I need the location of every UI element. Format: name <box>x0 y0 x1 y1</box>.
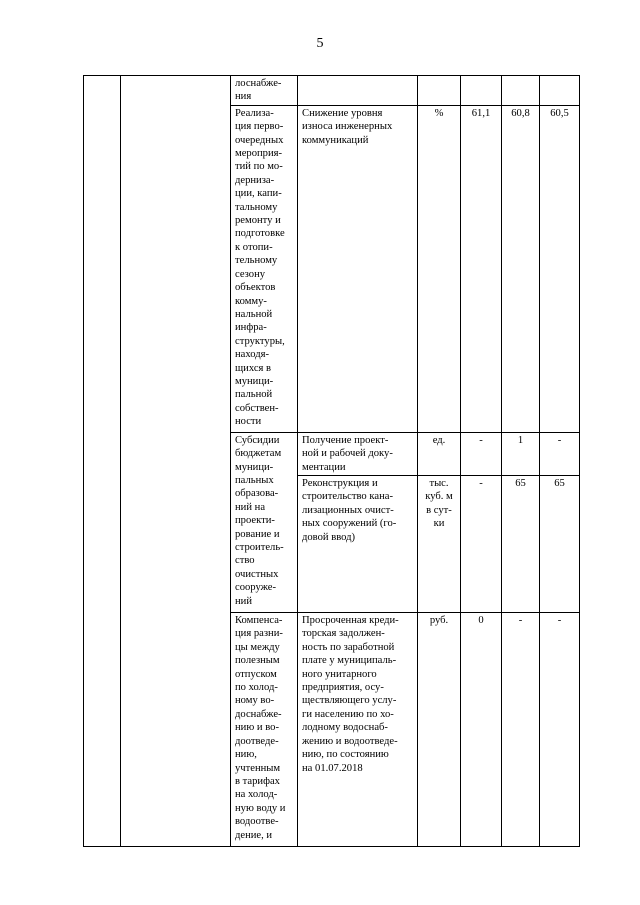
value-cell: - <box>461 476 502 613</box>
indicators-table <box>83 75 580 847</box>
activity-cell: Реализа- ция перво- очередных мероприя- тий по мо- дерниза- ции, капи- тальному ремонту и подготовке к отопи- тельному сезону объектов комму- нальной инфра- структуры, находя- щихся в муници- пальной собствен- ности <box>231 105 298 432</box>
indicator-cell: Реконструкция и строительство кана- лизационных очист- ных сооружений (го- довой ввод) <box>298 476 418 613</box>
indicator-cell: Получение проект- ной и рабочей доку- ментации <box>298 432 418 475</box>
value-cell: 65 <box>540 476 580 613</box>
value-cell <box>502 76 540 106</box>
value-cell: - <box>540 432 580 475</box>
activity-cell: Компенса- ция разни- цы между полезным отпуском по холод- ному во- доснабже- нию и во- доотведе- нию, учтенным в тарифах на холод- ную воду и водоотве- дение, и <box>231 613 298 847</box>
program-cell <box>121 76 231 847</box>
indicator-cell: Просроченная креди- торская задолжен- ность по заработной плате у муниципаль- ного унитарного предприятия, осу- ществляющего услу- ги населению по хо- лодному водоснаб- жению и водоотведе- нию, по состоянию на 01.07.2018 <box>298 613 418 847</box>
value-cell: 1 <box>502 432 540 475</box>
value-cell: 65 <box>502 476 540 613</box>
value-cell: - <box>502 613 540 847</box>
indicator-cell <box>298 76 418 106</box>
value-cell <box>540 76 580 106</box>
value-cell: 60,8 <box>502 105 540 432</box>
value-cell: 61,1 <box>461 105 502 432</box>
unit-cell <box>418 76 461 106</box>
value-cell: - <box>540 613 580 847</box>
unit-cell: тыс. куб. м в сут- ки <box>418 476 461 613</box>
value-cell <box>461 76 502 106</box>
unit-cell: руб. <box>418 613 461 847</box>
page-number: 5 <box>316 36 324 51</box>
value-cell: 0 <box>461 613 502 847</box>
unit-cell: % <box>418 105 461 432</box>
activity-cell: лоснабже- ния <box>231 76 298 106</box>
number-cell <box>84 76 121 847</box>
value-cell: 60,5 <box>540 105 580 432</box>
activity-cell: Субсидии бюджетам муници- пальных образова- ний на проекти- рование и строитель- ство очистных сооруже- ний <box>231 432 298 612</box>
indicator-cell: Снижение уровня износа инженерных коммуникаций <box>298 105 418 432</box>
value-cell: - <box>461 432 502 475</box>
unit-cell: ед. <box>418 432 461 475</box>
table-row <box>84 76 580 106</box>
